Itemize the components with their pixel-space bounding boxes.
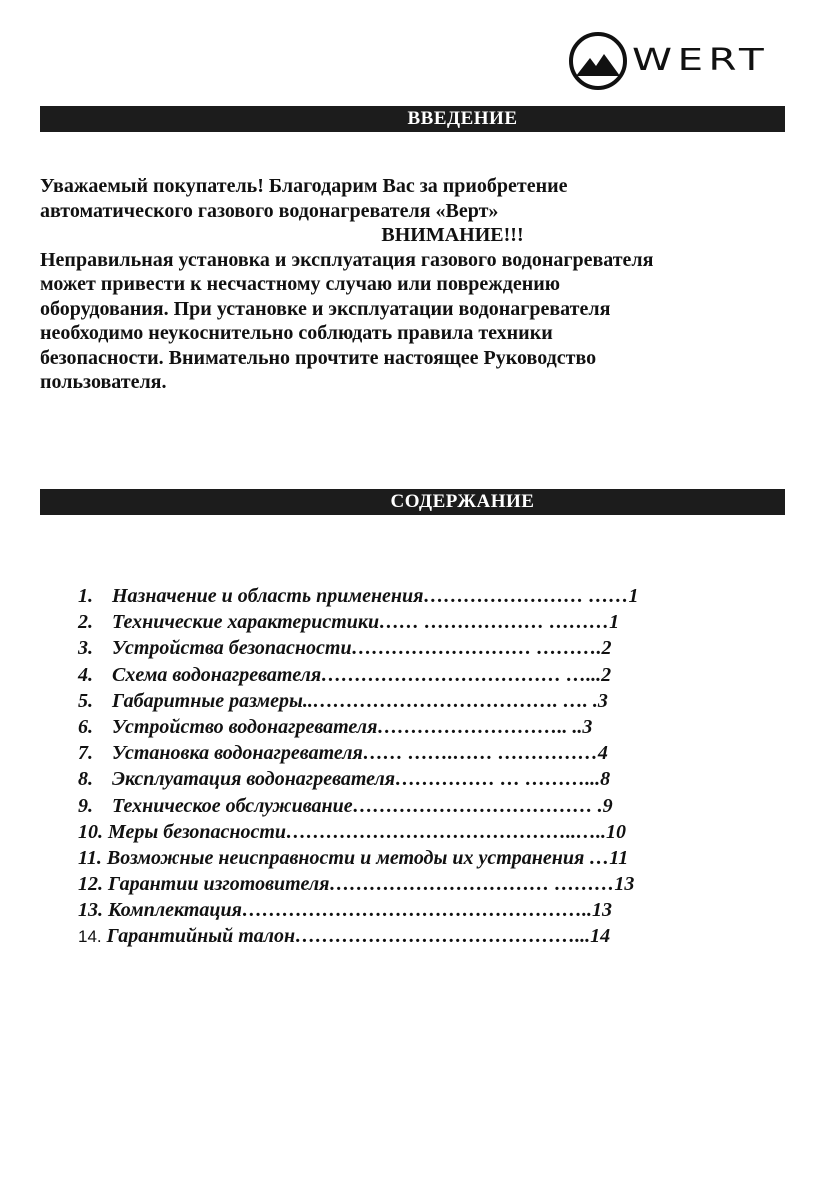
toc-item (78, 923, 738, 949)
warning-line: пользователя. (40, 371, 167, 393)
toc-item (78, 662, 738, 688)
warning-line: Неправильная установка и эксплуатация газового водонагревателя (40, 248, 654, 271)
warning-line: безопасности. Внимательно прочтите настоящее Руководство (40, 346, 597, 369)
toc-item-number: 5. (78, 689, 93, 712)
toc-item-text: Меры безопасности……………………………………..…..10 (108, 820, 627, 843)
brand-name: WERT (632, 43, 770, 78)
toc-item-number: 14. (78, 927, 102, 947)
toc-item-text: Габаритные размеры..………………………………. …. .3 (112, 689, 608, 712)
toc-item-text: Комплектация……………………………………………..13 (108, 899, 612, 922)
toc-item-number: 8. (78, 768, 93, 791)
contents-title: СОДЕРЖАНИЕ (390, 491, 535, 512)
toc-item (78, 635, 738, 661)
toc-item-number: 1. (78, 585, 93, 607)
toc-item-text: Техническое обслуживание……………………………… .9 (112, 794, 613, 817)
toc-item-text: Установка водонагревателя…… …….…… ……………4 (112, 742, 608, 765)
toc-item-number: 2. (78, 611, 93, 634)
warning-line: оборудования. При установке и эксплуатации водонагревателя (40, 297, 611, 320)
toc-item (78, 583, 738, 609)
toc-item-number: 11. (78, 846, 102, 869)
toc-item-text: Схема водонагревателя……………………………… …...2 (112, 663, 612, 686)
wert-logo (568, 30, 786, 92)
warning-line: может привести к несчастному случаю или повреждению (40, 273, 561, 295)
toc-item-text: Эксплуатация водонагревателя…………… … ………...8 (112, 768, 611, 791)
toc-item (78, 871, 738, 897)
toc-item (78, 897, 738, 923)
toc-item (78, 740, 738, 766)
toc-item-number: 9. (78, 794, 93, 817)
toc-item (78, 714, 738, 740)
toc-item (78, 766, 738, 792)
toc-item-text: Гарантийный талон……………………………………...14 (106, 925, 611, 948)
intro-title: ВВЕДЕНИЕ (407, 108, 518, 129)
intro-text-block (40, 174, 785, 395)
toc-item (78, 819, 738, 845)
toc-item-number: 6. (78, 715, 93, 738)
toc-item-number: 3. (78, 637, 93, 660)
mountain-logo-icon (568, 30, 628, 92)
contents-section-header (40, 489, 785, 515)
toc-item-number: 13. (78, 899, 103, 922)
greeting-line-2: автоматического газового водонагревателя «Верт» (40, 199, 499, 222)
toc-item-text: Устройство водонагревателя……………………….. ..3 (112, 715, 593, 738)
toc-item-number: 4. (78, 663, 93, 686)
toc-item-text: Технические характеристики…… ……………… ………1 (112, 611, 620, 634)
intro-section-header (40, 106, 785, 132)
attention-heading: ВНИМАНИЕ!!! (381, 224, 524, 246)
toc-item-text: Гарантии изготовителя…………………………… ………13 (108, 873, 635, 896)
toc-item-text: Устройства безопасности……………………… ……….2 (112, 637, 612, 660)
greeting-line-1: Уважаемый покупатель! Благодарим Вас за приобретение (40, 175, 568, 197)
toc-item (78, 845, 738, 871)
toc-item-number: 7. (78, 742, 93, 765)
warning-line: необходимо неукоснительно соблюдать правила техники (40, 322, 553, 344)
toc-item-text: Назначение и область применения…………………… ……1 (112, 585, 639, 607)
toc-item (78, 688, 738, 714)
toc-item-number: 12. (78, 873, 103, 896)
toc-item-number: 10. (78, 820, 103, 843)
toc-item (78, 793, 738, 819)
toc-item (78, 609, 738, 635)
toc-item-text: Возможные неисправности и методы их устранения …11 (106, 846, 629, 869)
table-of-contents (78, 583, 738, 950)
